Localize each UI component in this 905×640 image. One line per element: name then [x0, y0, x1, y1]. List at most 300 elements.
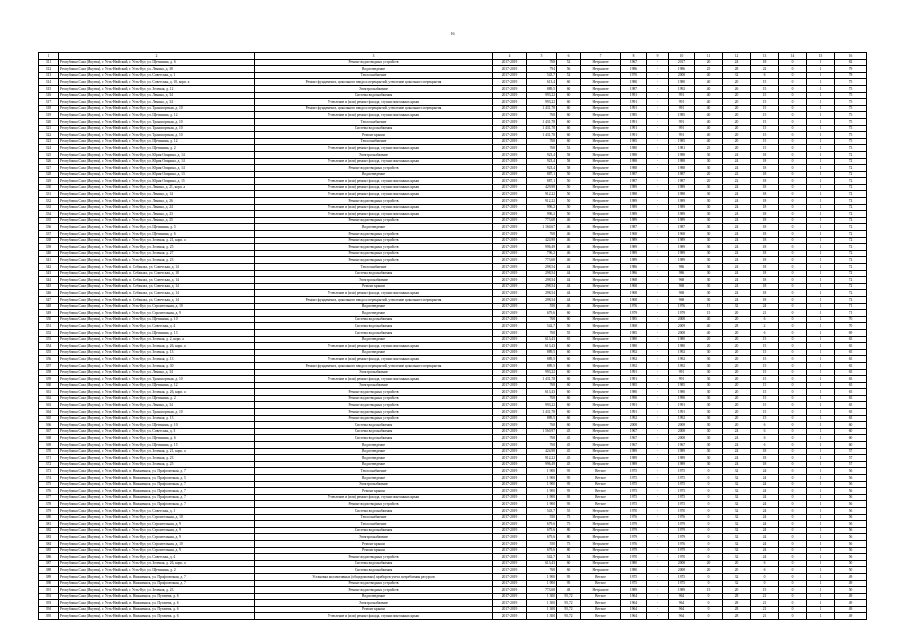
repair-program-table [38, 52, 867, 620]
table-row [39, 72, 867, 79]
table-cell: 18 [751, 264, 779, 271]
table-cell: 75 [557, 540, 581, 547]
column-number: 7 [581, 53, 621, 60]
table-cell: Ремонт водоотводных устройств [255, 501, 493, 508]
table-cell: 1987 [669, 171, 695, 178]
table-cell: 2017-2019 [493, 316, 527, 323]
table-row [39, 132, 867, 139]
table-cell: 1 [807, 217, 835, 224]
table-cell: 0 [779, 580, 807, 587]
table-cell: 1 431,78 [527, 132, 557, 139]
table-row [39, 290, 867, 297]
table-cell: 1 [807, 606, 835, 613]
table-cell: 1 [807, 72, 835, 79]
table-cell: Республика Саха (Якутия), г. Усть-Нюйский, г. Усть-Кут, ул. Ленина, д. 14 [59, 191, 255, 198]
table-cell: Ремонт водоотводных устройств [255, 231, 493, 238]
table-cell: 75 [835, 85, 867, 92]
table-cell: 1988 [669, 151, 695, 158]
table-cell: 72 [835, 270, 867, 277]
table-cell: Нетралите [581, 72, 621, 79]
table-cell: 50 [835, 567, 867, 574]
table-cell: 1989 [621, 184, 647, 191]
table-cell: Ремонт фундамента, цокольного ввода и перекрытий, утепление цокольного перекрытия [255, 296, 493, 303]
table-cell: 1 [807, 118, 835, 125]
table-cell: 15 [751, 79, 779, 86]
table-cell: 0 [695, 554, 723, 561]
table-row [39, 125, 867, 132]
table-cell: - [647, 125, 669, 132]
table-cell: 1 [807, 468, 835, 475]
table-cell: Республика Саха (Якутия), г. Усть-Нюйский, г. Усть-Кут, ул. Ленина, д. 34 [59, 92, 255, 99]
table-cell: Республика Саха (Якутия), г. Усть-Нюйский, г. Усть-Кут, ул. Строительная, д. 9 [59, 521, 255, 528]
table-cell: - [647, 376, 669, 383]
table-cell: 768 [527, 329, 557, 336]
table-cell: 30 [695, 415, 723, 422]
table-cell: Республика Саха (Якутия), г. Усть-Нюйский, г. Усть-Кут, ул. Строительная, д. 9 [59, 534, 255, 541]
table-cell: 72 [835, 257, 867, 264]
table-cell: 889,5 [527, 356, 557, 363]
table-cell: 20 [695, 336, 723, 343]
table-cell: 20 [723, 79, 751, 86]
table-cell: 1967 [621, 442, 647, 449]
table-cell: Утепление и (или) ремонт фасада, ступни понтонных крыш [255, 158, 493, 165]
table-cell: 359 [39, 376, 59, 383]
table-cell: 1 [807, 593, 835, 600]
table-cell: 65 [835, 402, 867, 409]
table-cell: 316 [39, 92, 59, 99]
table-cell: 30 [695, 151, 723, 158]
table-cell: 550 [527, 540, 557, 547]
table-cell: 1989 [621, 217, 647, 224]
table-cell: 1 560,97 [527, 428, 557, 435]
table-cell: 44 [557, 264, 581, 271]
table-cell: Нетралите [581, 435, 621, 442]
table-cell: - [647, 224, 669, 231]
table-cell: 24 [751, 488, 779, 495]
table-cell: 1 [807, 296, 835, 303]
table-row [39, 283, 867, 290]
table-cell: 363 [39, 402, 59, 409]
table-cell: Республика Саха (Якутия), г. Усть-Нюйский, г. Усть-Кут, ул. Советская, д. 4 [59, 554, 255, 561]
table-cell: 1975 [621, 494, 647, 501]
table-cell: 30 [695, 428, 723, 435]
table-cell: 32 [723, 534, 751, 541]
table-cell: 1979 [621, 547, 647, 554]
table-cell: 1985 [669, 382, 695, 389]
table-cell: 327 [39, 165, 59, 172]
table-cell: - [647, 567, 669, 574]
table-cell: 1 [807, 191, 835, 198]
table-cell: 1 [807, 369, 835, 376]
table-cell: 378 [39, 501, 59, 508]
table-cell: 56 [835, 494, 867, 501]
table-cell: Республика Саха (Якутия), г. Усть-Нюйский, п. Нижнеянск, ул. Пугачева, д. 6 [59, 600, 255, 607]
table-cell: Нетралите [581, 184, 621, 191]
column-number: 4 [493, 53, 527, 60]
table-cell: 1 [807, 461, 835, 468]
table-cell: Республика Саха (Якутия), г. Усть-Нюйский, г. Усть-Кут, ул. Строительная, д. 10 [59, 540, 255, 547]
table-cell: 95,72 [557, 600, 581, 607]
table-cell: 56 [835, 547, 867, 554]
table-cell: 1968 [621, 290, 647, 297]
table-cell: 768 [527, 435, 557, 442]
table-cell: 32 [723, 540, 751, 547]
table-cell: 72 [835, 151, 867, 158]
table-cell: 40 [695, 112, 723, 119]
table-cell: 2017-2019 [493, 125, 527, 132]
table-cell: Нетралите [581, 303, 621, 310]
table-cell: 20 [695, 567, 723, 574]
table-cell: 1 900 [527, 468, 557, 475]
table-cell: 20 [723, 125, 751, 132]
table-cell: Нетралите [581, 415, 621, 422]
table-cell: Ветхое [581, 481, 621, 488]
table-cell: 60 [835, 422, 867, 429]
table-cell: 0 [779, 409, 807, 416]
table-cell: Республика Саха (Якутия), г. Усть-Нюйский, г. Усть-Кут, ул. Ленина, д. 34 [59, 369, 255, 376]
table-row [39, 507, 867, 514]
table-cell: 21 [751, 600, 779, 607]
table-cell: 1 [807, 323, 835, 330]
table-cell: 2017-2019 [493, 323, 527, 330]
table-cell: 1991 [621, 99, 647, 106]
table-cell: 358 [39, 369, 59, 376]
table-cell: 56 [835, 481, 867, 488]
table-cell: 60 [557, 118, 581, 125]
table-cell: 1991 [621, 125, 647, 132]
table-cell: 0 [779, 257, 807, 264]
table-cell: Нетралите [581, 178, 621, 185]
table-cell: 30 [695, 184, 723, 191]
table-cell: 18 [751, 204, 779, 211]
table-cell: - [647, 402, 669, 409]
table-cell: Электроснабжение [255, 382, 493, 389]
table-row [39, 244, 867, 251]
table-cell: Республика Саха (Якутия), г. Усть-Нюйский, г. Усть-Кут, ул. Советская, д. 10, корп. а [59, 79, 255, 86]
table-cell: 30 [695, 455, 723, 462]
table-cell: 331 [39, 191, 59, 198]
table-cell: Ремонт фундамента, цокольного ввода и перекрытий, утепление цокольного перекрытия [255, 362, 493, 369]
table-cell: Нетралите [581, 85, 621, 92]
column-number: 5 [527, 53, 557, 60]
table-cell: 72 [835, 198, 867, 205]
table-cell: Республика Саха (Якутия), г. Усть-Нюйский, г. Усть-Кут, ул. Транспортная, д. 10 [59, 105, 255, 112]
table-cell: 1975 [669, 501, 695, 508]
table-cell: 24 [751, 475, 779, 482]
table-cell: 72 [835, 217, 867, 224]
table-cell: 312 [39, 66, 59, 73]
table-cell: 0 [695, 600, 723, 607]
table-cell: 2008 [669, 72, 695, 79]
table-cell: Ветхое [581, 600, 621, 607]
table-cell: 1988 [621, 158, 647, 165]
table-cell: 1991 [669, 402, 695, 409]
table-cell: 991 [669, 99, 695, 106]
table-cell: - [647, 613, 669, 620]
table-cell: Нетралите [581, 132, 621, 139]
table-cell: Нетралите [581, 158, 621, 165]
table-cell: - [647, 600, 669, 607]
table-cell: 2017-2019 [493, 448, 527, 455]
table-cell: 0 [779, 277, 807, 284]
table-cell: Система водоснабжения [255, 428, 493, 435]
table-cell: 1 [807, 382, 835, 389]
table-cell: 95 [557, 573, 581, 580]
table-cell: 44 [557, 277, 581, 284]
table-row [39, 323, 867, 330]
table-cell: 71 [835, 303, 867, 310]
table-cell: 20 [695, 178, 723, 185]
table-cell: 55 [557, 329, 581, 336]
table-cell: Республика Саха (Якутия), г. Усть-Нюйский, п. Себаялах, ул. Советская, д. 14 [59, 296, 255, 303]
table-cell: 1987 [621, 171, 647, 178]
table-cell: 1985 [621, 138, 647, 145]
table-cell: Ветхое [581, 501, 621, 508]
table-cell: Республика Саха (Якутия), г. Усть-Нюйский, г. Усть-Кут, ул. Советская, д. 4 [59, 323, 255, 330]
table-row [39, 336, 867, 343]
table-cell: 0 [779, 395, 807, 402]
table-cell: 1980 [669, 343, 695, 350]
table-cell: 2017-2019 [493, 349, 527, 356]
table-cell: 40 [695, 316, 723, 323]
table-cell: 79 [835, 66, 867, 73]
table-cell: 386 [39, 554, 59, 561]
table-cell: 40 [695, 132, 723, 139]
table-cell: 0 [695, 494, 723, 501]
table-cell: 46 [557, 224, 581, 231]
table-cell: 46 [557, 303, 581, 310]
table-cell: 322 [39, 132, 59, 139]
table-cell: 75 [835, 132, 867, 139]
table-cell: 30 [695, 198, 723, 205]
table-cell: - [647, 494, 669, 501]
table-cell: 15 [751, 145, 779, 152]
table-cell: Утепление и (или) ремонт фасада, ступни понтонных крыш [255, 99, 493, 106]
table-cell: 1987 [621, 224, 647, 231]
table-row [39, 409, 867, 416]
table-cell: 2017-2019 [493, 151, 527, 158]
table-cell: 2017-2019 [493, 369, 527, 376]
table-cell: 996,2 [527, 211, 557, 218]
table-cell: 0 [779, 217, 807, 224]
table-cell: Республика Саха (Якутия), г. Усть-Нюйский, г. Усть-Кут, ул. Советская, д. 1 [59, 72, 255, 79]
table-cell: 991 [669, 118, 695, 125]
table-cell: - [647, 527, 669, 534]
table-cell: Система водоснабжения [255, 567, 493, 574]
table-cell: Нетралите [581, 244, 621, 251]
table-cell: 1 431,78 [527, 125, 557, 132]
table-cell: 334 [39, 211, 59, 218]
table-row [39, 362, 867, 369]
table-row [39, 514, 867, 521]
table-cell: Система водоснабжения [255, 270, 493, 277]
table-cell: 2017-2019 [493, 85, 527, 92]
table-cell: 15 [751, 382, 779, 389]
table-cell: - [647, 573, 669, 580]
table-cell: Республика Саха (Якутия), г. Усть-Нюйский, г. Усть-Кут, ул. Транспортная, д. 10 [59, 409, 255, 416]
table-cell: 56 [835, 488, 867, 495]
table-cell: 32 [723, 514, 751, 521]
table-cell: 0 [695, 468, 723, 475]
table-cell: Нетралите [581, 409, 621, 416]
table-cell: 24 [723, 296, 751, 303]
table-cell: 72 [835, 165, 867, 172]
table-cell: 368 [39, 435, 59, 442]
table-row [39, 85, 867, 92]
table-cell: 24 [751, 554, 779, 561]
table-cell: 1 [807, 481, 835, 488]
table-cell: 65 [835, 349, 867, 356]
table-row [39, 66, 867, 73]
table-cell: 2017-2019 [493, 158, 527, 165]
table-cell: 1991 [621, 92, 647, 99]
table-cell: Ремонт водоотводных устройств [255, 580, 493, 587]
table-cell: 56 [835, 540, 867, 547]
table-cell: 0 [695, 534, 723, 541]
table-cell: Ветхое [581, 468, 621, 475]
table-cell: 72 [835, 277, 867, 284]
table-cell: - [647, 448, 669, 455]
table-cell: - [647, 534, 669, 541]
table-cell: Ремонт фундамента, цокольного ввода и перекрытий, утепление цокольного перекрытия [255, 79, 493, 86]
table-cell: 24 [723, 448, 751, 455]
table-cell: 30 [695, 409, 723, 416]
table-cell: 991 [669, 369, 695, 376]
table-cell: 0 [779, 191, 807, 198]
table-cell: Водоотведение [255, 310, 493, 317]
table-cell: Ремонт водоотводных устройств [255, 415, 493, 422]
table-row [39, 343, 867, 350]
table-cell: - [647, 336, 669, 343]
table-cell: 6 [751, 316, 779, 323]
table-cell: 72 [835, 264, 867, 271]
table-cell: 2017-2019 [493, 606, 527, 613]
table-cell: 991 [669, 125, 695, 132]
table-cell: Нетралите [581, 257, 621, 264]
table-cell: Нетралите [581, 66, 621, 73]
table-cell: 45 [557, 461, 581, 468]
table-cell: 24 [723, 290, 751, 297]
table-cell: 30 [695, 244, 723, 251]
table-cell: 2008 [669, 560, 695, 567]
table-cell: 1 [807, 409, 835, 416]
table-cell: 1989 [621, 204, 647, 211]
table-cell: 340 [39, 250, 59, 257]
table-cell: 24 [723, 151, 751, 158]
table-cell: 60 [557, 343, 581, 350]
table-cell: 60 [557, 138, 581, 145]
table-cell: 1992 [621, 362, 647, 369]
table-cell: 2017-2019 [493, 310, 527, 317]
table-cell: 424,98 [527, 237, 557, 244]
table-cell: Утепление и (или) ремонт фасада, ступни понтонных крыш [255, 613, 493, 620]
table-cell: 95 [557, 481, 581, 488]
table-cell: 20 [695, 343, 723, 350]
table-cell: 72 [835, 204, 867, 211]
table-cell: 71 [835, 310, 867, 317]
table-cell: 2017-2019 [493, 211, 527, 218]
table-cell: 542,7 [527, 323, 557, 330]
table-cell: 24 [723, 59, 751, 66]
table-cell: 56 [835, 514, 867, 521]
table-cell: 15 [751, 138, 779, 145]
table-cell: 49 [835, 580, 867, 587]
table-cell: 889,5 [527, 349, 557, 356]
table-cell: 65 [835, 362, 867, 369]
table-cell: 1992 [669, 356, 695, 363]
table-cell: 65 [835, 415, 867, 422]
table-row [39, 534, 867, 541]
table-cell: Республика Саха (Якутия), г. Усть-Нюйский, г. Усть-Кут, ул. Зеленая, д. 13 [59, 356, 255, 363]
table-cell: Нетралите [581, 521, 621, 528]
table-row [39, 435, 867, 442]
table-cell: 1967 [621, 435, 647, 442]
table-cell: 75 [557, 514, 581, 521]
table-cell: - [647, 231, 669, 238]
table-cell: 18 [751, 211, 779, 218]
table-cell: 20 [723, 382, 751, 389]
table-cell: 75 [835, 79, 867, 86]
table-cell: 32 [723, 521, 751, 528]
table-cell: Система водоснабжения [255, 422, 493, 429]
table-cell: 0 [779, 534, 807, 541]
table-row [39, 118, 867, 125]
table-cell: 923,4 [527, 158, 557, 165]
table-cell: 2017-2019 [493, 600, 527, 607]
table-cell: - [647, 85, 669, 92]
table-cell: 1979 [621, 527, 647, 534]
table-cell: 15 [751, 105, 779, 112]
table-cell: 1 [807, 112, 835, 119]
table-cell: 993,22 [527, 92, 557, 99]
table-cell: 679,6 [527, 527, 557, 534]
table-cell: 333 [39, 204, 59, 211]
column-number: 3 [255, 53, 493, 60]
table-cell: 40 [695, 85, 723, 92]
table-cell: Теплоснабжение [255, 138, 493, 145]
table-row [39, 560, 867, 567]
table-cell: 30 [695, 422, 723, 429]
table-cell: 0 [779, 488, 807, 495]
table-cell: 15 [751, 118, 779, 125]
table-cell: 1975 [621, 475, 647, 482]
table-cell: 993,22 [527, 99, 557, 106]
table-row [39, 257, 867, 264]
table-cell: 1992 [621, 415, 647, 422]
table-cell: 2008 [621, 422, 647, 429]
table-cell: 22 [723, 171, 751, 178]
table-cell: 0 [779, 66, 807, 73]
table-cell: 1 900 [527, 494, 557, 501]
table-cell: 991 [669, 132, 695, 139]
table-cell: Республика Саха (Якутия), г. Усть-Нюйский, г. Усть-Кут, ул. Строительная, д. 9 [59, 310, 255, 317]
table-cell: 18 [751, 270, 779, 277]
column-number: 10 [669, 53, 695, 60]
table-cell: 384 [39, 540, 59, 547]
table-cell: 1989 [621, 244, 647, 251]
table-cell: 1976 [621, 540, 647, 547]
table-cell: 0 [779, 514, 807, 521]
table-cell: Республика Саха (Якутия), г. Усть-Нюйский, г. Усть-Кут, ул. Щетинина, д. 6 [59, 435, 255, 442]
table-cell: Нетралите [581, 356, 621, 363]
table-cell: 2017-2019 [493, 105, 527, 112]
table-cell: Республика Саха (Якутия), г. Усть-Нюйский, п. Себаялах, ул. Советская, д. 14 [59, 283, 255, 290]
table-cell: Республика Саха (Якутия), г. Усть-Нюйский, г. Усть-Кут, ул. Транспортная, д. 10 [59, 376, 255, 383]
table-cell: 1970 [621, 507, 647, 514]
table-cell: 1964 [621, 606, 647, 613]
table-cell: - [647, 257, 669, 264]
table-cell: 1975 [669, 488, 695, 495]
